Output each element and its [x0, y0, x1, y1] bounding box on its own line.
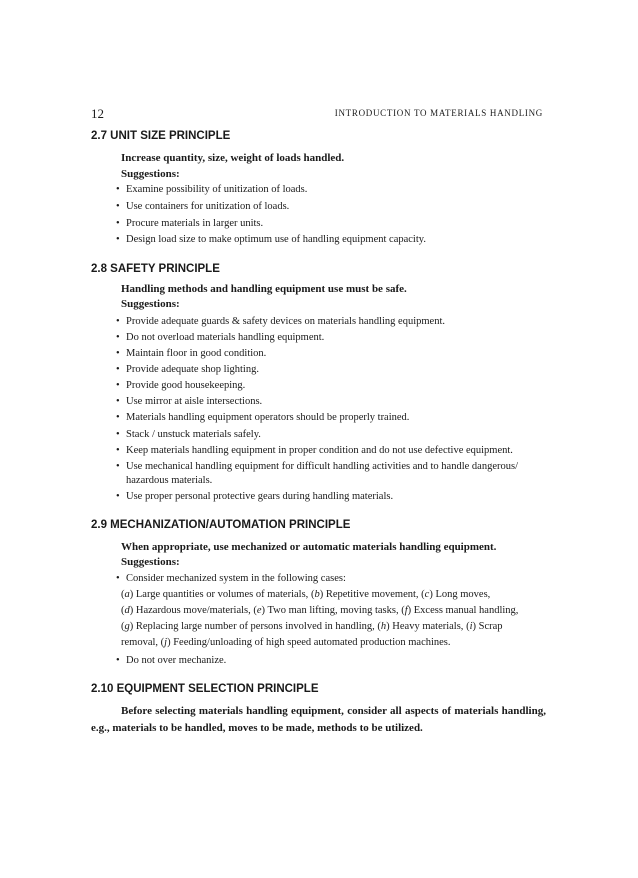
- case-line: (g) Replacing large number of persons involved in handling, (h) Heavy materials, (i) Scrap: [121, 621, 503, 632]
- case-line: (a) Large quantities or volumes of materials, (b) Repetitive movement, (c) Long moves,: [121, 589, 491, 600]
- list-item: • Design load size to make optimum use of handling equipment capacity.: [116, 234, 426, 245]
- section-2-8-statement: Handling methods and handling equipment use must be safe.: [121, 283, 407, 295]
- list-item: • Materials handling equipment operators should be properly trained.: [116, 412, 410, 423]
- page-header: [91, 106, 543, 120]
- list-item: • Use mechanical handling equipment for difficult handling activities and to handle dangerous/: [116, 461, 518, 472]
- section-2-7-suggestions-label: Suggestions:: [121, 168, 180, 180]
- section-2-8-heading: 2.8 SAFETY PRINCIPLE: [91, 263, 220, 275]
- section-2-9-statement: When appropriate, use mechanized or automatic materials handling equipment.: [121, 541, 497, 553]
- list-item-continuation: hazardous materials.: [126, 475, 213, 486]
- list-item: • Provide adequate guards & safety devices on materials handling equipment.: [116, 316, 445, 327]
- section-2-9-suggestions-label: Suggestions:: [121, 556, 180, 568]
- section-2-10-heading: 2.10 EQUIPMENT SELECTION PRINCIPLE: [91, 683, 319, 695]
- section-2-7-statement: Increase quantity, size, weight of loads handled.: [121, 152, 345, 164]
- list-item: • Provide adequate shop lighting.: [116, 364, 259, 375]
- page-number: 12: [91, 106, 104, 121]
- list-item: • Do not overload materials handling equipment.: [116, 332, 325, 343]
- section-2-8-suggestions-label: Suggestions:: [121, 298, 180, 310]
- case-line: removal, (j) Feeding/unloading of high speed automated production machines.: [121, 637, 451, 648]
- case-line: (d) Hazardous move/materials, (e) Two man lifting, moving tasks, (f) Excess manual handling,: [121, 605, 519, 616]
- list-item: • Do not over mechanize.: [116, 655, 227, 666]
- list-item: • Provide good housekeeping.: [116, 380, 246, 391]
- list-item: • Maintain floor in good condition.: [116, 348, 267, 359]
- list-item: • Use containers for unitization of loads.: [116, 201, 290, 212]
- section-2-10-paragraph: Before selecting materials handling equipment, consider all aspects of materials handling, e.g., materials to be handled, moves to be made, methods to be utilized.: [91, 705, 546, 734]
- list-item: • Use proper personal protective gears during handling materials.: [116, 491, 394, 502]
- list-item: • Consider mechanized system in the following cases:: [116, 573, 346, 584]
- list-item: • Stack / unstuck materials safely.: [116, 429, 261, 440]
- section-2-7-heading: 2.7 UNIT SIZE PRINCIPLE: [91, 130, 231, 142]
- list-item: • Use mirror at aisle intersections.: [116, 396, 263, 407]
- list-item: • Keep materials handling equipment in proper condition and do not use defective equipment.: [116, 445, 513, 456]
- section-2-9-heading: 2.9 MECHANIZATION/AUTOMATION PRINCIPLE: [91, 519, 351, 531]
- list-item: • Procure materials in larger units.: [116, 218, 264, 229]
- list-item: • Examine possibility of unitization of loads.: [116, 184, 308, 195]
- running-head: INTRODUCTION TO MATERIALS HANDLING: [334, 108, 543, 118]
